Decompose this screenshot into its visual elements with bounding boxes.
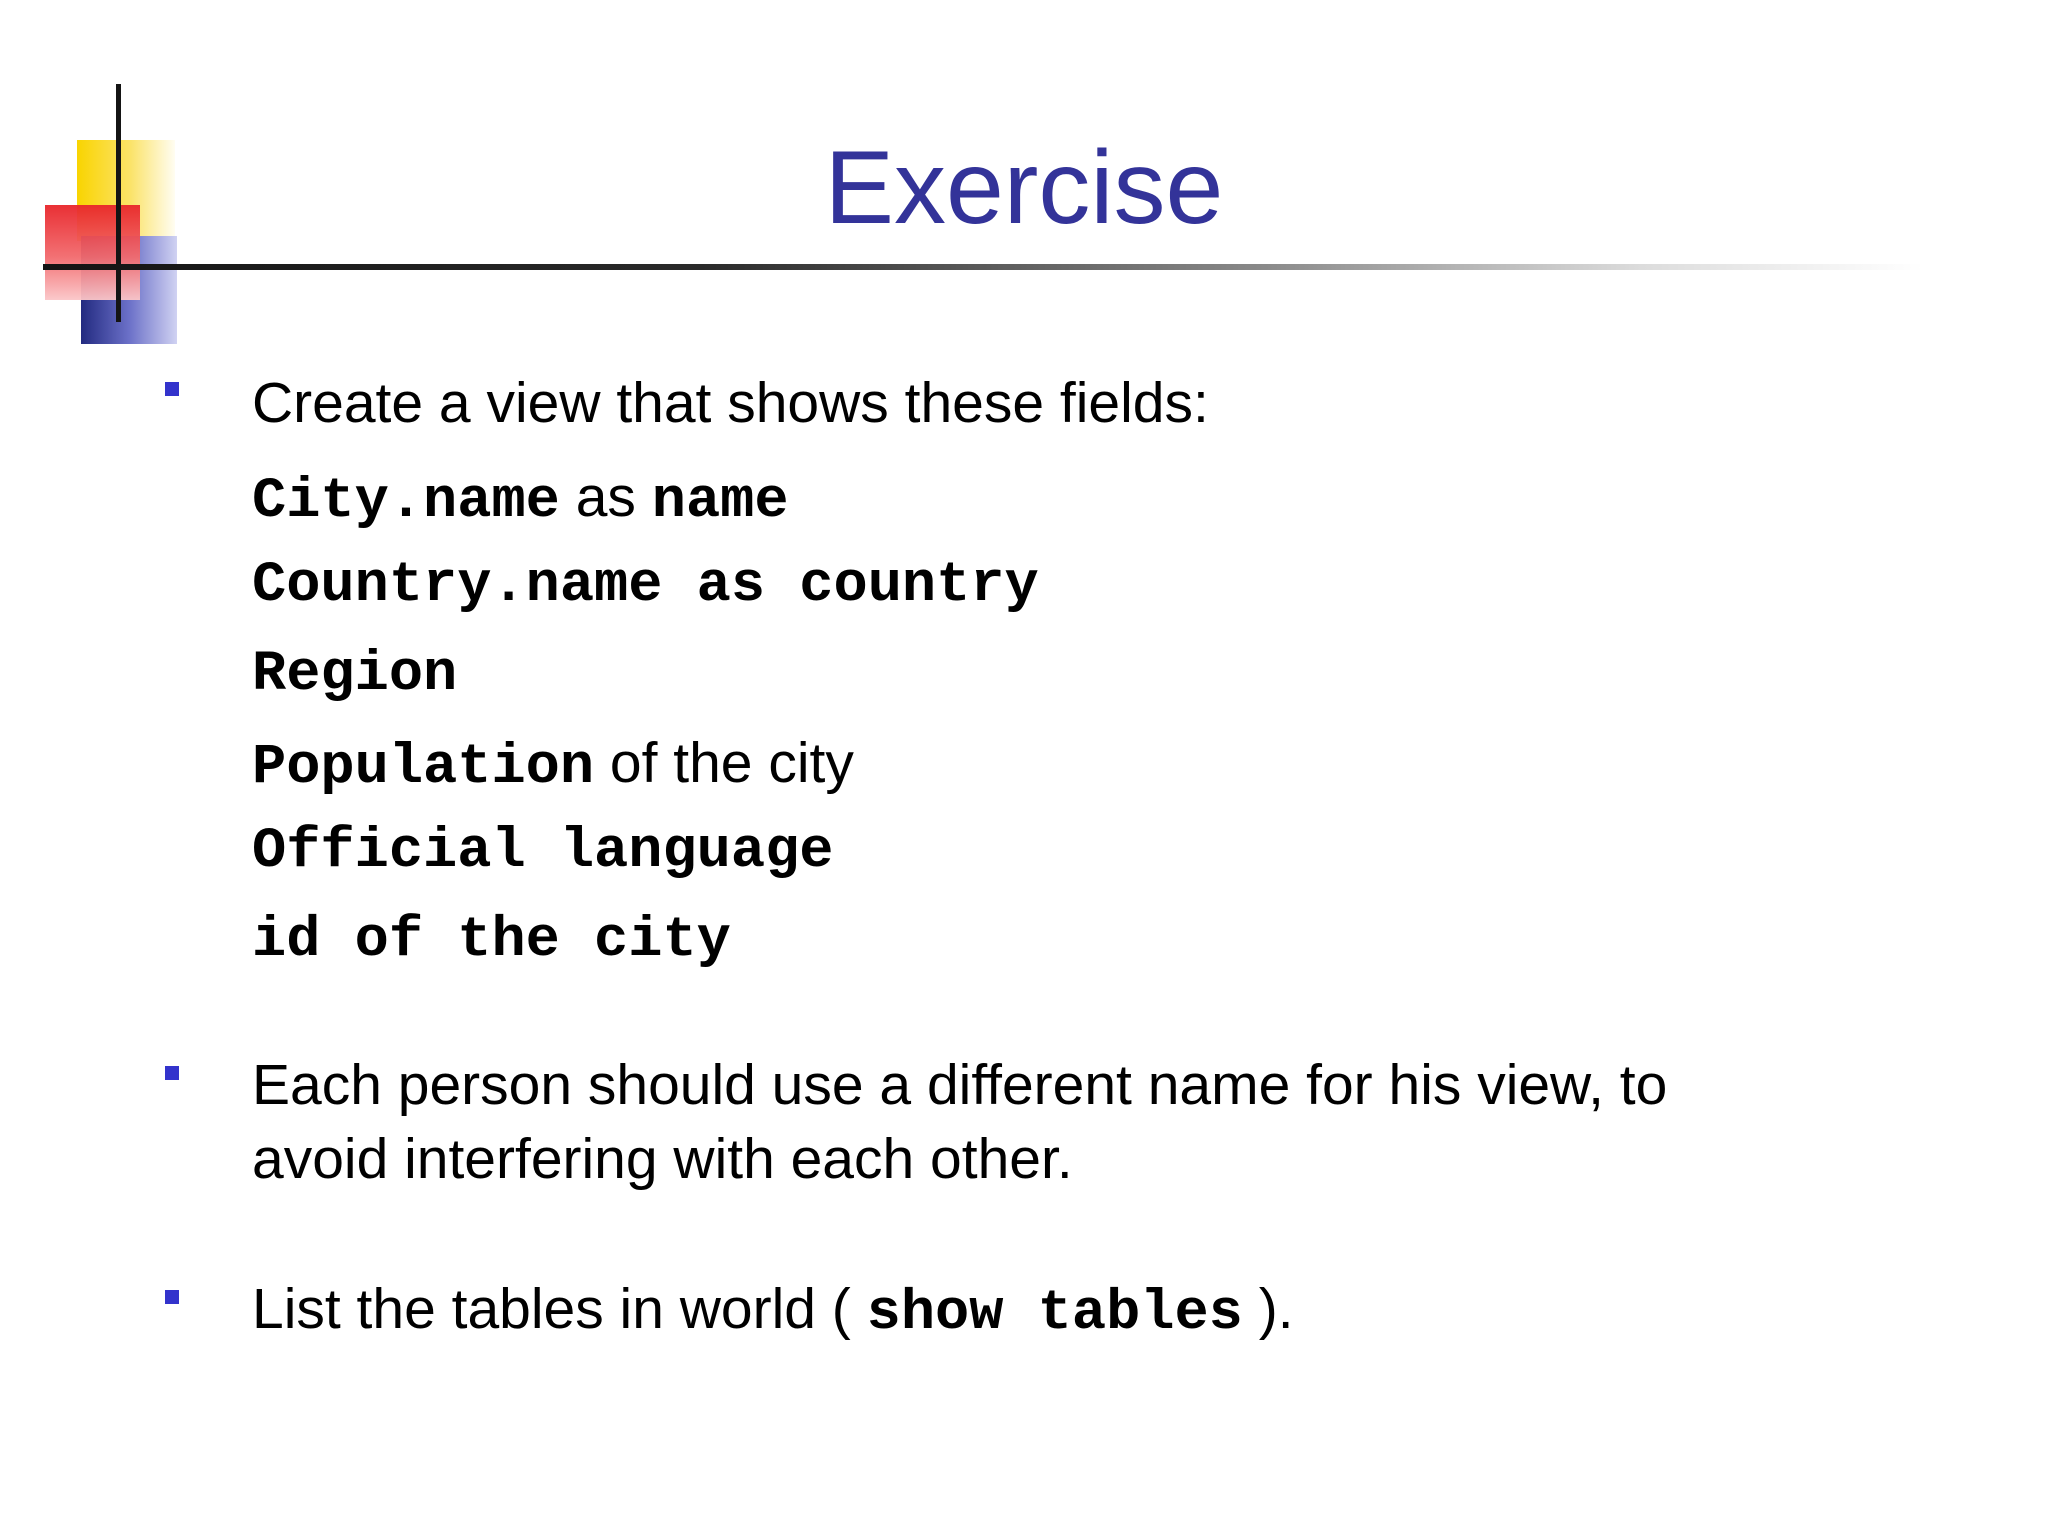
field-line-1 — [252, 460, 789, 539]
field-line-3: Region — [252, 643, 458, 707]
bullet-3-text — [252, 1272, 1294, 1351]
field-4-plain: of the city — [594, 731, 854, 795]
bullet-marker-1 — [165, 382, 179, 396]
field-1-plain: as — [559, 465, 652, 529]
bullet-marker-2 — [165, 1066, 179, 1080]
field-4-code: Population — [252, 736, 595, 800]
bullet-3-pre: List the tables in world ( — [252, 1277, 867, 1341]
bullet-3-code: show tables — [866, 1282, 1243, 1346]
field-line-5: Official language — [252, 820, 834, 884]
bullet-marker-3 — [165, 1290, 179, 1304]
bullet-1-text: Create a view that shows these fields: — [252, 371, 1209, 435]
field-line-4 — [252, 726, 854, 805]
slide-title: Exercise — [824, 130, 1224, 246]
field-line-6: id of the city — [252, 909, 731, 973]
bullet-2-line-1: Each person should use a different name for his view, to — [252, 1053, 1668, 1117]
bullet-3-post: ). — [1242, 1277, 1294, 1341]
field-1-code2: name — [651, 470, 789, 534]
field-line-2: Country.name as country — [252, 554, 1039, 618]
title-divider — [43, 264, 1923, 270]
field-1-code: City.name — [252, 470, 560, 534]
bullet-2-line-2: avoid interfering with each other. — [252, 1127, 1073, 1191]
